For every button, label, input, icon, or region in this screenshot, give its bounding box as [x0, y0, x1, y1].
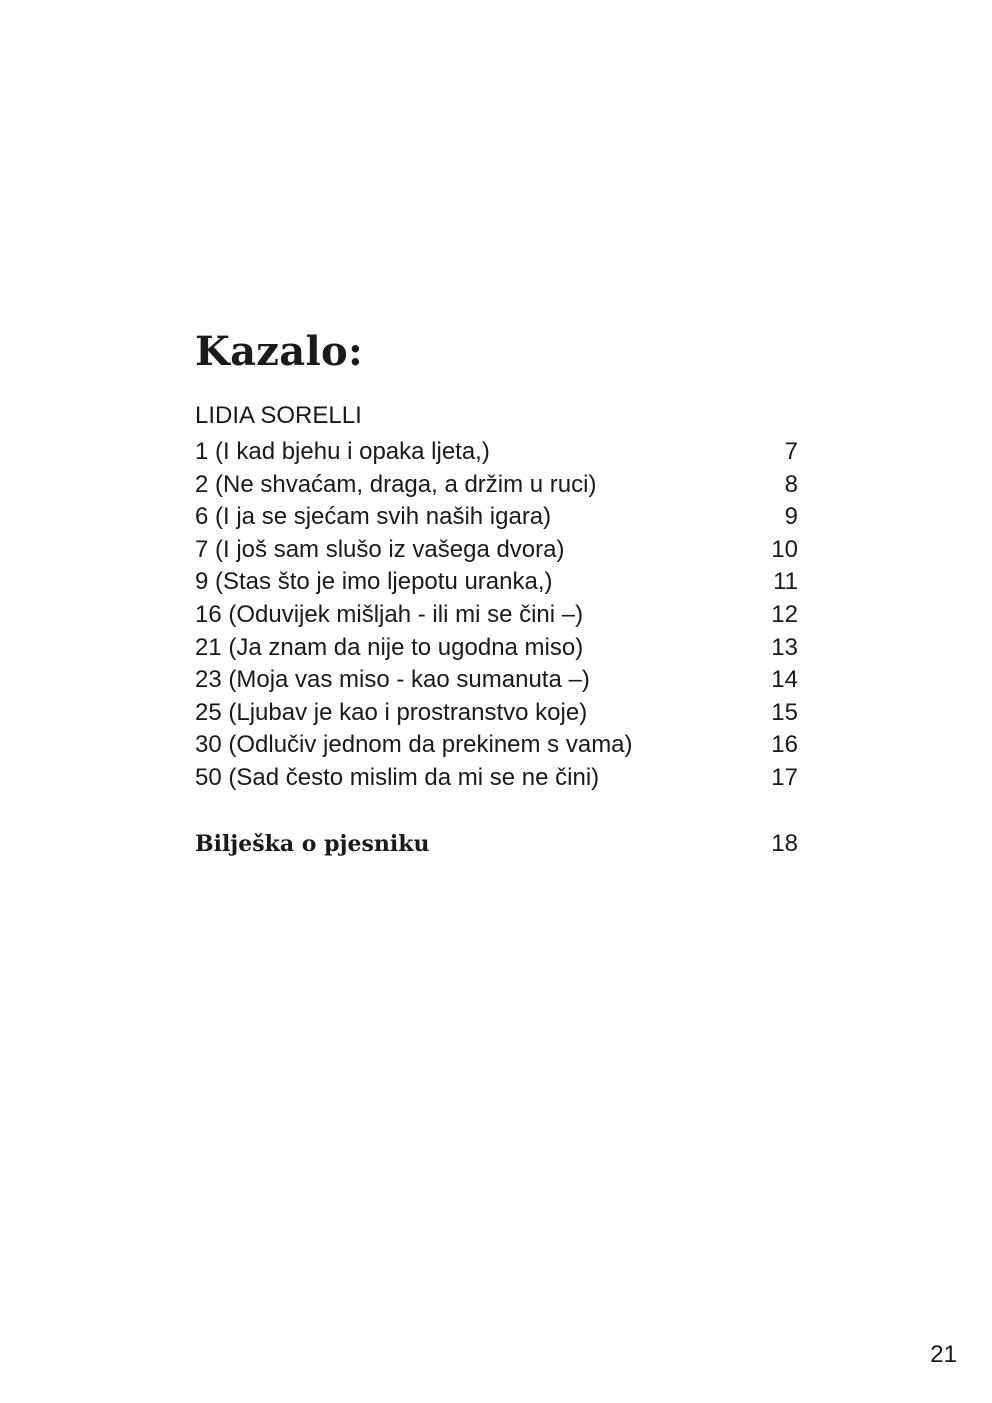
toc-note-page: 18: [771, 830, 798, 857]
toc-entry-page: 12: [771, 600, 798, 628]
toc-entry-page: 17: [771, 763, 798, 791]
toc-entry[interactable]: [195, 436, 798, 469]
toc-entry-page: 10: [771, 535, 798, 563]
toc-entry-page: 16: [771, 731, 798, 759]
author-heading: LIDIA SORELLI: [195, 402, 362, 429]
toc-entry-title: 2 (Ne shvaćam, draga, a držim u ruci): [195, 470, 597, 498]
toc-entry[interactable]: [195, 762, 798, 795]
toc-entry-page: 11: [773, 568, 798, 596]
toc-note-title: Bilješka o pjesniku: [195, 831, 430, 857]
toc-entry[interactable]: [195, 729, 798, 762]
toc-entry-title: 1 (I kad bjehu i opaka ljeta,): [195, 438, 490, 465]
toc-entry-page: 15: [771, 698, 798, 726]
toc-entry-title: 30 (Odlučiv jednom da prekinem s vama): [195, 731, 633, 759]
toc-entry[interactable]: [195, 599, 798, 632]
toc-entry-title: 23 (Moja vas miso - kao sumanuta –): [195, 666, 590, 694]
toc-entry-title: 16 (Oduvijek mišljah - ili mi se čini –): [195, 600, 584, 628]
toc-entry-page: 14: [771, 666, 798, 694]
toc-entry-page: 7: [784, 438, 798, 465]
toc-entry-title: 6 (I ja se sjećam svih naših igara): [195, 503, 552, 531]
toc-entry-title: 25 (Ljubav je kao i prostranstvo koje): [195, 698, 588, 726]
toc-entry-page: 13: [771, 633, 798, 661]
toc-entry-title: 21 (Ja znam da nije to ugodna miso): [195, 633, 584, 661]
toc-entry-page: 9: [784, 503, 798, 531]
toc-entry-title: 50 (Sad često mislim da mi se ne čini): [195, 763, 600, 791]
toc-entry[interactable]: [195, 469, 798, 502]
toc-entry-page: 8: [784, 470, 798, 498]
toc-entry[interactable]: [195, 664, 798, 697]
toc-entry[interactable]: [195, 501, 798, 534]
toc-note-entry[interactable]: [195, 828, 798, 860]
page-title: Kazalo:: [195, 328, 364, 375]
toc-entry[interactable]: [195, 697, 798, 730]
table-of-contents: [195, 436, 798, 795]
toc-entry-title: 7 (I još sam slušo iz vašega dvora): [195, 535, 565, 563]
toc-entry-title: 9 (Stas što je imo ljepotu uranka,): [195, 568, 553, 596]
toc-entry[interactable]: [195, 534, 798, 567]
toc-entry[interactable]: [195, 632, 798, 665]
toc-entry[interactable]: [195, 566, 798, 599]
page-number: 21: [930, 1341, 957, 1368]
